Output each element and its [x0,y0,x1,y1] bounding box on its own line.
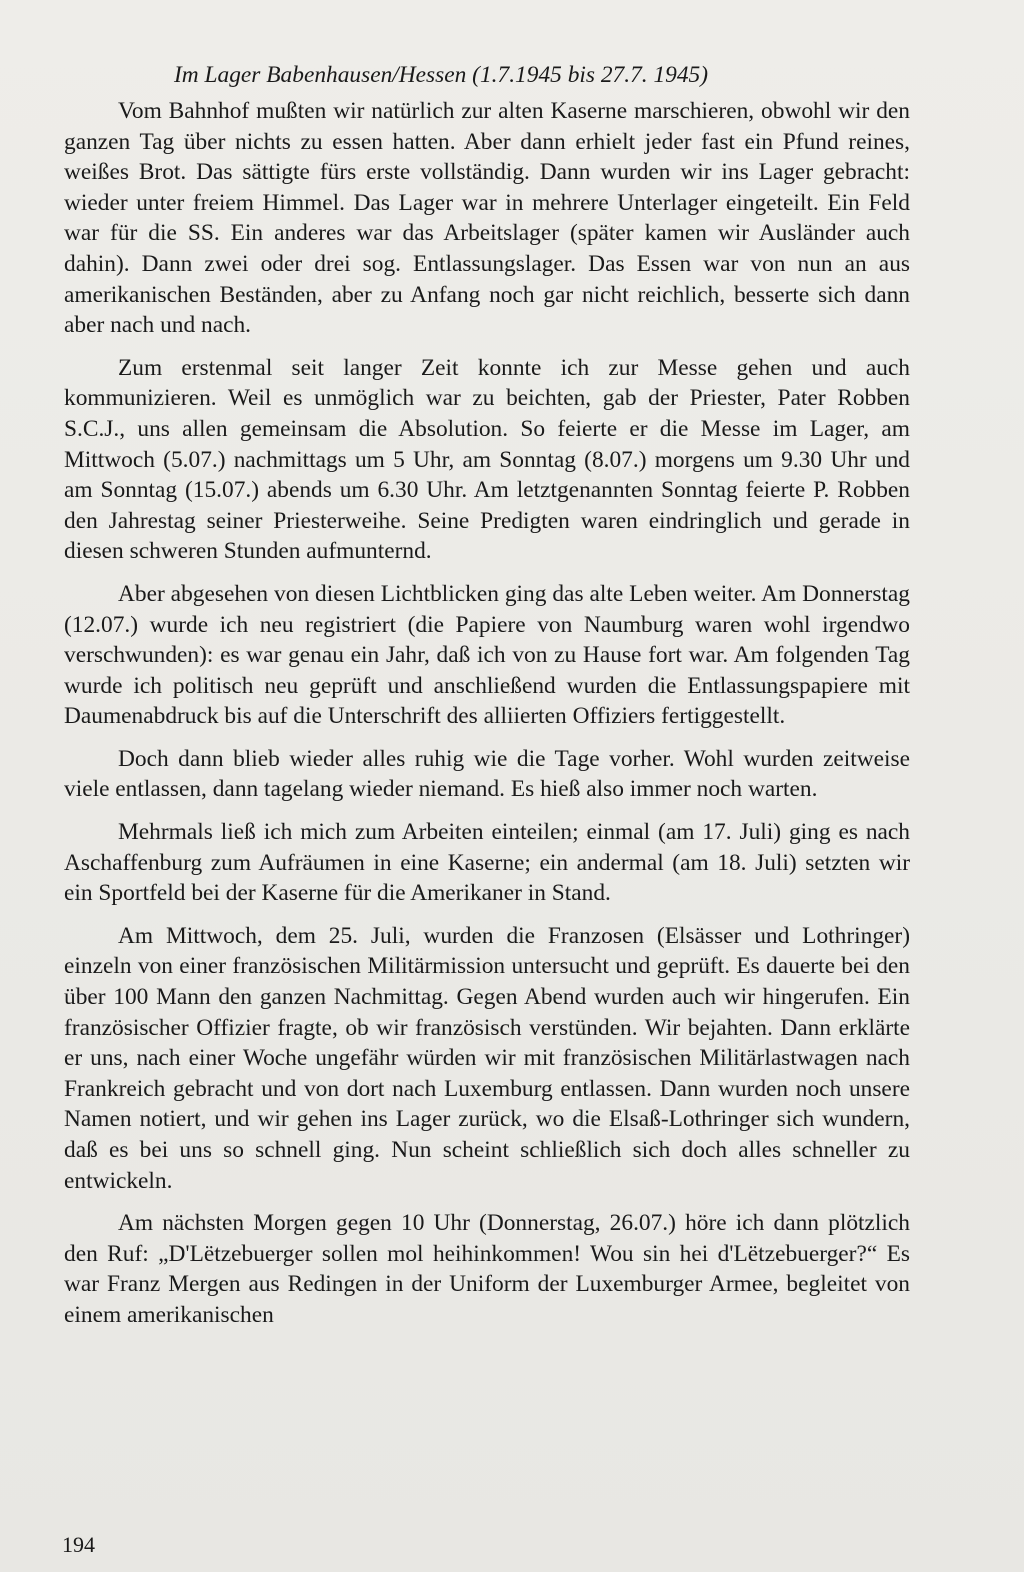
page-number: 194 [62,1532,95,1557]
paragraph-7: Am nächsten Morgen gegen 10 Uhr (Donnerstag, 26.07.) höre ich dann plötzlich den Ruf: „D'Lëtzebuerger sollen mol heihinkommen! Wou sin hei d'Lëtzebuerger?“ Es war Franz Mergen aus Redingen in der Uniform der Luxemburger Armee, begleitet von einem amerikanischen [64,1210,910,1328]
paragraph-6: Am Mittwoch, dem 25. Juli, wurden die Franzosen (Elsässer und Lothringer) einzeln von einer französischen Militärmission untersucht und geprüft. Es dauerte bei den über 100 Mann den ganzen Nachmittag. Gegen Abend wurden auch wir hingerufen. Ein französischer Offizier fragte, ob wir französisch verstünden. Wir bejahten. Dann erklärte er uns, nach einer Woche ungefähr würden wir mit französischen Militärlastwagen nach Frankreich gebracht und von dort nach Luxemburg entlassen. Dann wurden noch unsere Namen notiert, und wir gehen ins Lager zurück, wo die Elsaß-Lothringer sich wundern, daß es bei uns so schnell ging. Nun scheint schließlich sich doch alles schneller zu entwickeln. [64,922,910,1194]
paragraph-5: Mehrmals ließ ich mich zum Arbeiten einteilen; einmal (am 17. Juli) ging es nach Aschaffenburg zum Aufräumen in eine Kaserne; ein andermal (am 18. Juli) setzten wir ein Sportfeld bei der Kaserne für die Amerikaner in Stand. [64,819,910,907]
paragraph-1: Vom Bahnhof mußten wir natürlich zur alten Kaserne marschieren, obwohl wir den ganzen Tag über nichts zu essen hatten. Aber dann erhielt jeder fast ein Pfund reines, weißes Brot. Das sättigte fürs erste vollständig. Dann wurden wir ins Lager gebracht: wieder unter freiem Himmel. Das Lager war in mehrere Unterlager eingeteilt. Ein Feld war für die SS. Ein anderes war das Arbeitslager (später kamen wir Ausländer auch dahin). Dann zwei oder drei sog. Entlassungslager. Das Essen war von nun an aus amerikanischen Beständen, aber zu Anfang noch gar nicht reichlich, besserte sich dann aber nach und nach. [64,98,910,339]
paragraph-3: Aber abgesehen von diesen Lichtblicken ging das alte Leben weiter. Am Donnerstag (12.07.) wurde ich neu registriert (die Papiere von Naumburg waren wohl irgendwo verschwunden): es war genau ein Jahr, daß ich von zu Hause fort war. Am folgenden Tag wurde ich politisch neu geprüft und anschließend wurden die Entlassungspapiere mit Daumenabdruck bis auf die Unterschrift des alliierten Offiziers fertiggestellt. [64,580,910,730]
section-title: Im Lager Babenhausen/Hessen (1.7.1945 bis 27.7. 1945) [174,62,709,88]
page-content [64,60,910,1343]
paragraph-2: Zum erstenmal seit langer Zeit konnte ich zur Messe gehen und auch kommunizieren. Weil es unmöglich war zu beichten, gab der Priester, Pater Robben S.C.J., uns allen gemeinsam die Absolution. So feierte er die Messe im Lager, am Mittwoch (5.07.) nachmittags um 5 Uhr, am Sonntag (8.07.) morgens um 9.30 Uhr und am Sonntag (15.07.) abends um 6.30 Uhr. Am letztgenannten Sonntag feierte P. Robben den Jahrestag seiner Priesterweihe. Seine Predigten waren eindringlich und gerade in diesen schweren Stunden aufmunternd. [64,354,910,565]
paragraph-4: Doch dann blieb wieder alles ruhig wie die Tage vorher. Wohl wurden zeitweise viele entlassen, dann tagelang wieder niemand. Es hieß also immer noch warten. [64,745,910,803]
